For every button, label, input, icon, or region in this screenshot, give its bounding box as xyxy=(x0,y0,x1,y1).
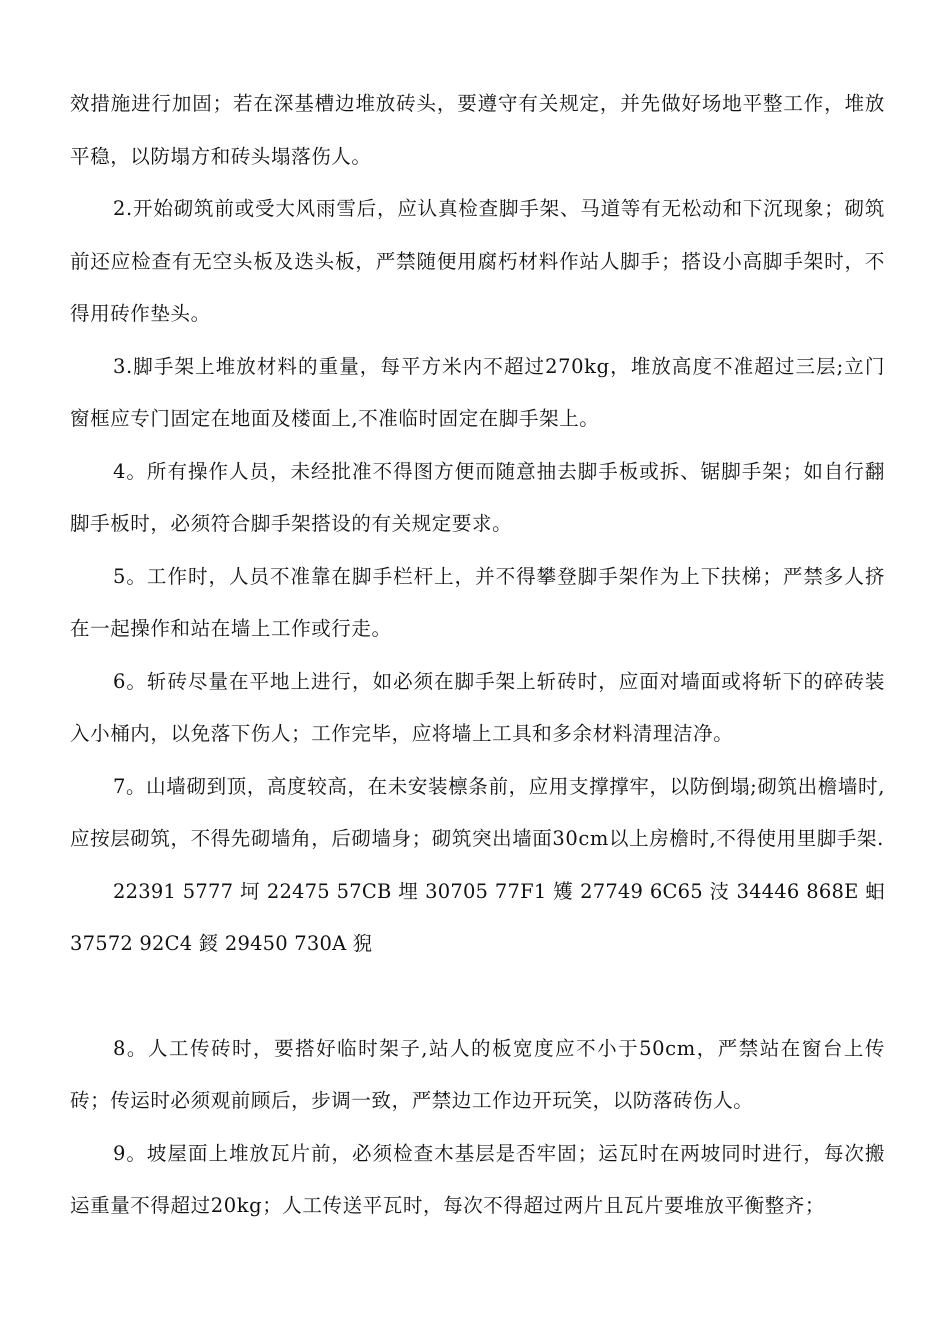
paragraph-item-3: 3.脚手架上堆放材料的重量，每平方米内不超过270kg，堆放高度不准超过三层;立门窗框应专门固定在地面及楼面上,不准临时固定在脚手架上。 xyxy=(70,354,885,430)
paragraph-item-5: 5。工作时，人员不准靠在脚手栏杆上，并不得攀登脚手架作为上下扶梯；严禁多人挤在一起操作和站在墙上工作或行走。 xyxy=(70,564,885,640)
paragraph-item-4: 4。所有操作人员，未经批准不得图方便而随意抽去脚手板或拆、锯脚手架；如自行翻脚手板时，必须符合脚手架搭设的有关规定要求。 xyxy=(70,459,885,535)
blank-spacer xyxy=(70,971,885,1023)
paragraph-item-9: 9。坡屋面上堆放瓦片前，必须检查木基层是否牢固；运瓦时在两坡同时进行，每次搬运重量不得超过20kg；人工传送平瓦时，每次不得超过两片且瓦片要堆放平衡整齐； xyxy=(70,1141,885,1217)
document-page xyxy=(70,78,885,1233)
paragraph-item-2: 2.开始砌筑前或受大风雨雪后，应认真检查脚手架、马道等有无松动和下沉现象；砌筑前还应检查有无空头板及迭头板，严禁随便用腐朽材料作站人脚手；搭设小高脚手架时，不得用砖作垫头。 xyxy=(70,197,885,325)
paragraph-item-7: 7。山墙砌到顶，高度较高，在未安装檩条前，应用支撑撑牢，以防倒塌;砌筑出檐墙时,应按层砌筑，不得先砌墙角，后砌墙身；砌筑突出墙面30cm以上房檐时,不得使用里脚手架. xyxy=(70,774,885,850)
paragraph-continuation: 效措施进行加固；若在深基槽边堆放砖头，要遵守有关规定，并先做好场地平整工作，堆放平稳，以防塌方和砖头塌落伤人。 xyxy=(70,92,885,168)
code-table-line: 22391 5777 坷 22475 57CB 埋 30705 77F1 矱 27749 6C65 汥 34446 868E 蚎 37572 92C4 鋄 29450 730A 猊 xyxy=(70,879,885,955)
paragraph-item-8: 8。人工传砖时，要搭好临时架子,站人的板宽度应不小于50cm，严禁站在窗台上传砖；传运时必须观前顾后，步调一致，严禁边工作边开玩笑，以防落砖伤人。 xyxy=(70,1036,885,1112)
paragraph-item-6: 6。斩砖尽量在平地上进行，如必须在脚手架上斩砖时，应面对墙面或将斩下的碎砖装入小桶内，以免落下伤人；工作完毕，应将墙上工具和多余材料清理洁净。 xyxy=(70,669,885,745)
